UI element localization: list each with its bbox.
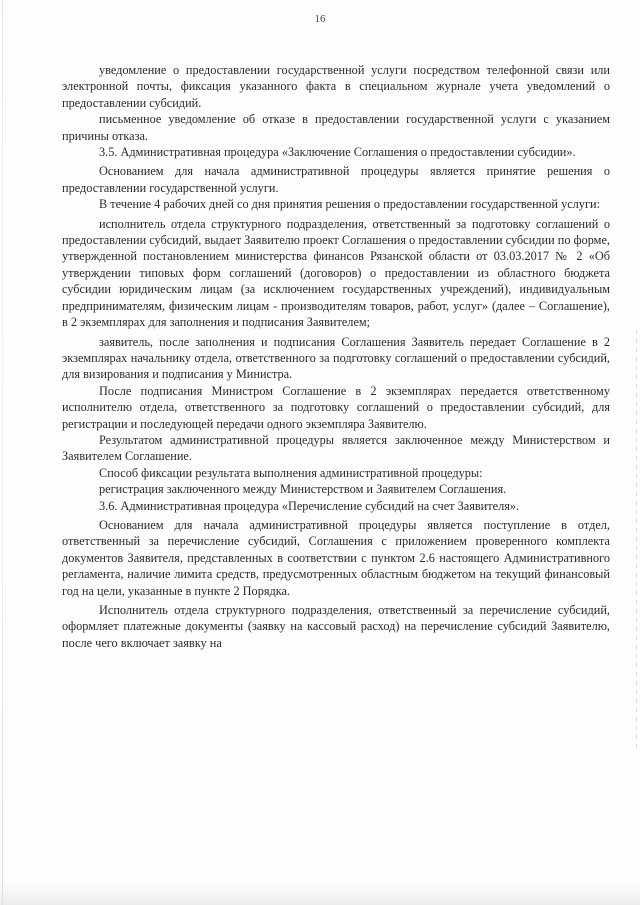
scan-edge-left [2,0,3,905]
paragraph-notification-phone: уведомление о предоставлении государственной услуги посредством телефонной связи или электронной почты, фиксация указанного факта в специальном журнале учета уведомлений о предоставлении субсидий. [62,63,610,110]
paragraph-executor-payment: Исполнитель отдела структурного подразделения, ответственный за перечисление субсидий, оформляет платежные документы (заявку на кассовый расход) на перечисление субсидий Заявителю, после чего включает заявку на [62,603,610,650]
paragraph-after-minister-signs: После подписания Министром Соглашение в 2 экземплярах передается ответственному исполнителю отдела, ответственного за подготовку соглашений о предоставлении субсидий, для регистрации и последующей передачи одного экземпляра Заявителю. [62,383,610,431]
scan-bottom-shade [0,883,640,905]
paragraph-basis-3-6: Основанием для начала административной процедуры является поступление в отдел, ответственный за перечисление субсидий, Соглашения с приложением проверенного комплекта документов Заявителя, представленных в соответствии с пунктом 2.6 настоящего Административного регламента, наличие лимита средств, предусмотренных областным бюджетом на текущий финансовый год на цели, указанные в пункте 2 Порядка. [62,517,610,598]
section-heading-3-6: 3.6. Административная процедура «Перечисление субсидий на счет Заявителя». [99,498,520,513]
section-heading-3-5: 3.5. Административная процедура «Заключение Соглашения о предоставлении субсидии». [99,145,576,160]
paragraph-written-refusal: письменное уведомление об отказе в предоставлении государственной услуги с указанием причины отказа. [62,112,610,143]
scan-edge-right [636,330,637,750]
paragraph-result-3-5: Результатом административной процедуры является заключенное между Министерством и Заявителем Соглашение. [62,432,610,464]
paragraph-registration: регистрация заключенного между Министерством и Заявителем Соглашения. [99,482,507,497]
paragraph-basis-3-5: Основанием для начала административной процедуры является принятие решения о предоставлении государственной услуги. [62,164,610,195]
paragraph-applicant-signs: заявитель, после заполнения и подписания Соглашения Заявитель передает Соглашение в 2 экземплярах начальнику отдела, ответственного за подготовку соглашений о предоставлении субсидий, для визирования и подписания у Министра. [62,334,610,382]
paragraph-within-4-days: В течение 4 рабочих дней со дня принятия решения о предоставлении государственной услуги: [99,197,600,212]
paragraph-executor-issues-draft: исполнитель отдела структурного подразделения, ответственный за подготовку соглашений о предоставлении субсидий, выдает Заявителю проект Соглашения о предоставлении субсидии по форме, утвержденной постановлением министерства финансов Рязанской области от 03.03.2017 № 2 «Об утверждении типовых форм соглашений (договоров) о предоставлении из областного бюджета субсидии юридическим лицам (за исключением государственных учреждений), индивидуальным предпринимателям, физическим лицам - производителям товаров, работ, услуг» (далее – Соглашение), в 2 экземплярах для заполнения и подписания Заявителем; [62,216,610,330]
page-number: 16 [314,13,326,25]
document-body [62,62,610,651]
paragraph-fixation-method: Способ фиксации результата выполнения административной процедуры: [99,465,483,480]
